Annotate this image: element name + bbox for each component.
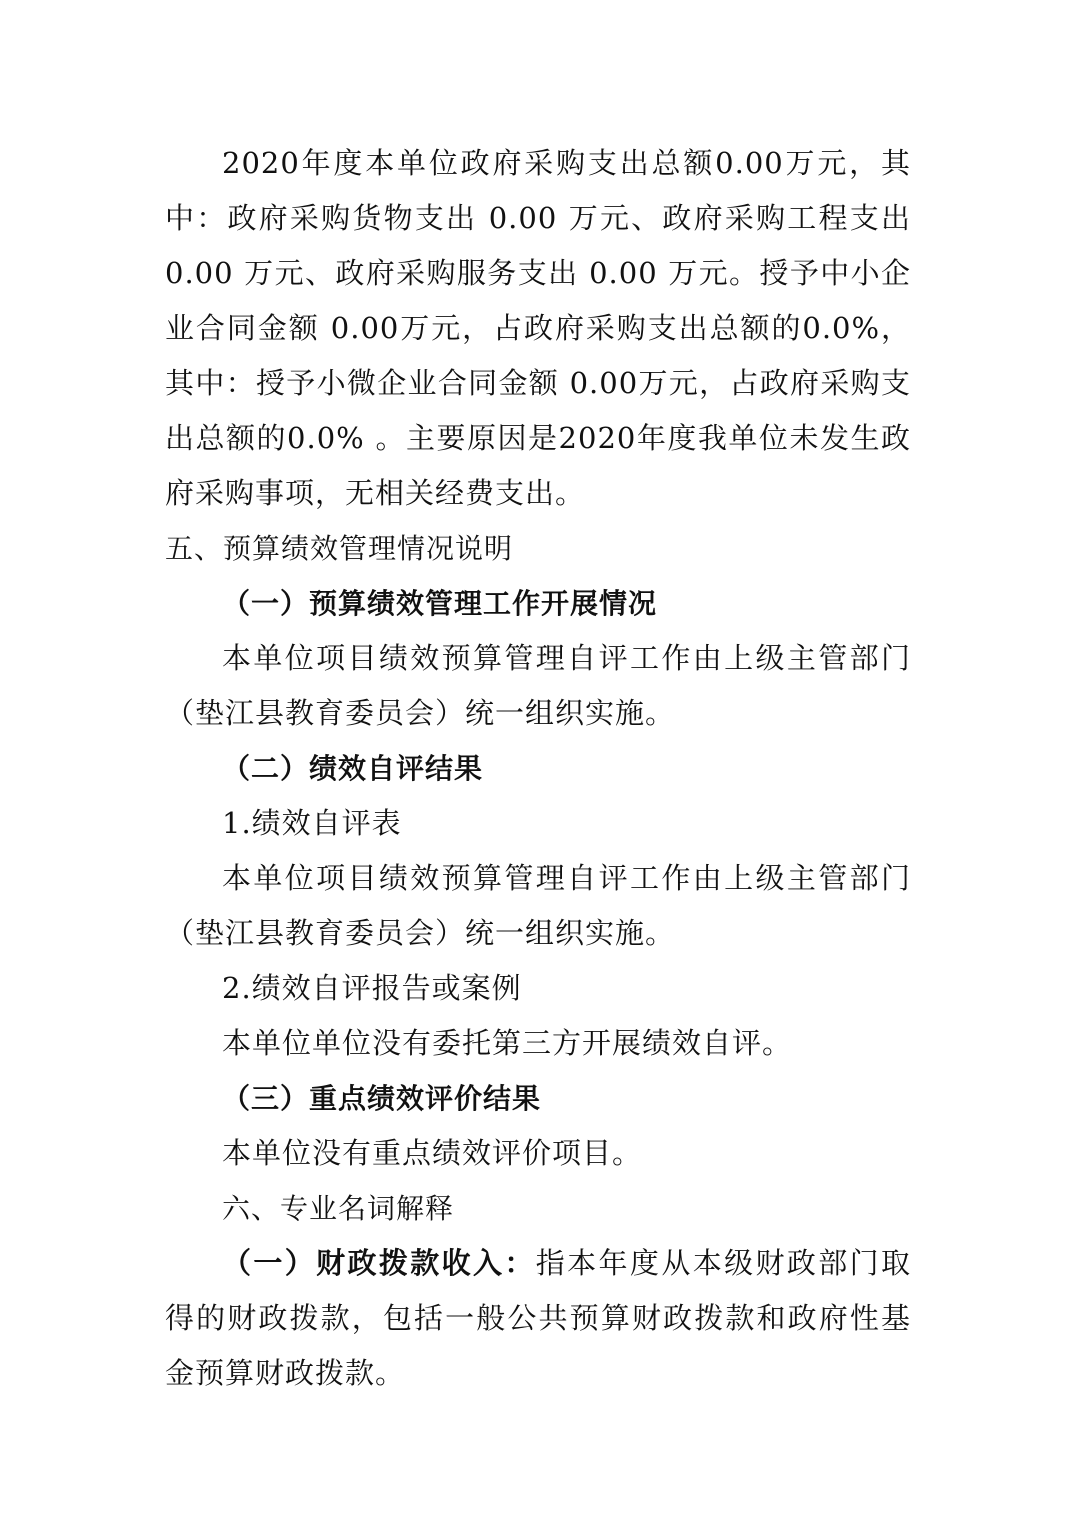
section-5-2-heading: （二）绩效自评结果 <box>222 752 484 785</box>
item-2-text: 本单位单位没有委托第三方开展绩效自评。 <box>222 1026 793 1060</box>
item-1-text: 本单位项目绩效预算管理自评工作由上级主管部门（垫江县教育委员会）统一组织实施。 <box>165 861 911 950</box>
document-body <box>165 136 911 1401</box>
term-1-paragraph <box>165 1236 911 1401</box>
section-5-heading: 五、预算绩效管理情况说明 <box>165 532 514 565</box>
section-5-3-heading: （三）重点绩效评价结果 <box>222 1082 542 1115</box>
term-1-text: 指本年度从本级财政部门取得的财政拨款，包括一般公共预算财政拨款和政府性基金预算财政拨款。 <box>165 1246 911 1390</box>
section-5-1-text: 本单位项目绩效预算管理自评工作由上级主管部门（垫江县教育委员会）统一组织实施。 <box>165 641 911 730</box>
term-1-label: （一）财政拨款收入： <box>222 1246 536 1280</box>
section-5-3-text: 本单位没有重点绩效评价项目。 <box>222 1136 643 1170</box>
item-2-label: 2.绩效自评报告或案例 <box>222 971 522 1005</box>
section-5-1-heading: （一）预算绩效管理工作开展情况 <box>222 587 658 620</box>
section-6-heading: 六、专业名词解释 <box>222 1192 455 1225</box>
item-1-label: 1.绩效自评表 <box>222 806 402 840</box>
procurement-paragraph: 2020年度本单位政府采购支出总额0.00万元，其中：政府采购货物支出 0.00 万元、政府采购工程支出 0.00 万元、政府采购服务支出 0.00 万元。授予中小企业合同金额 0.00万元，占政府采购支出总额的0.0%，其中：授予小微企业合同金额 0.00万元，占政府采购支出总额的0.0% 。主要原因是2020年度我单位未发生政府采购事项，无相关经费支出。 <box>165 146 911 510</box>
